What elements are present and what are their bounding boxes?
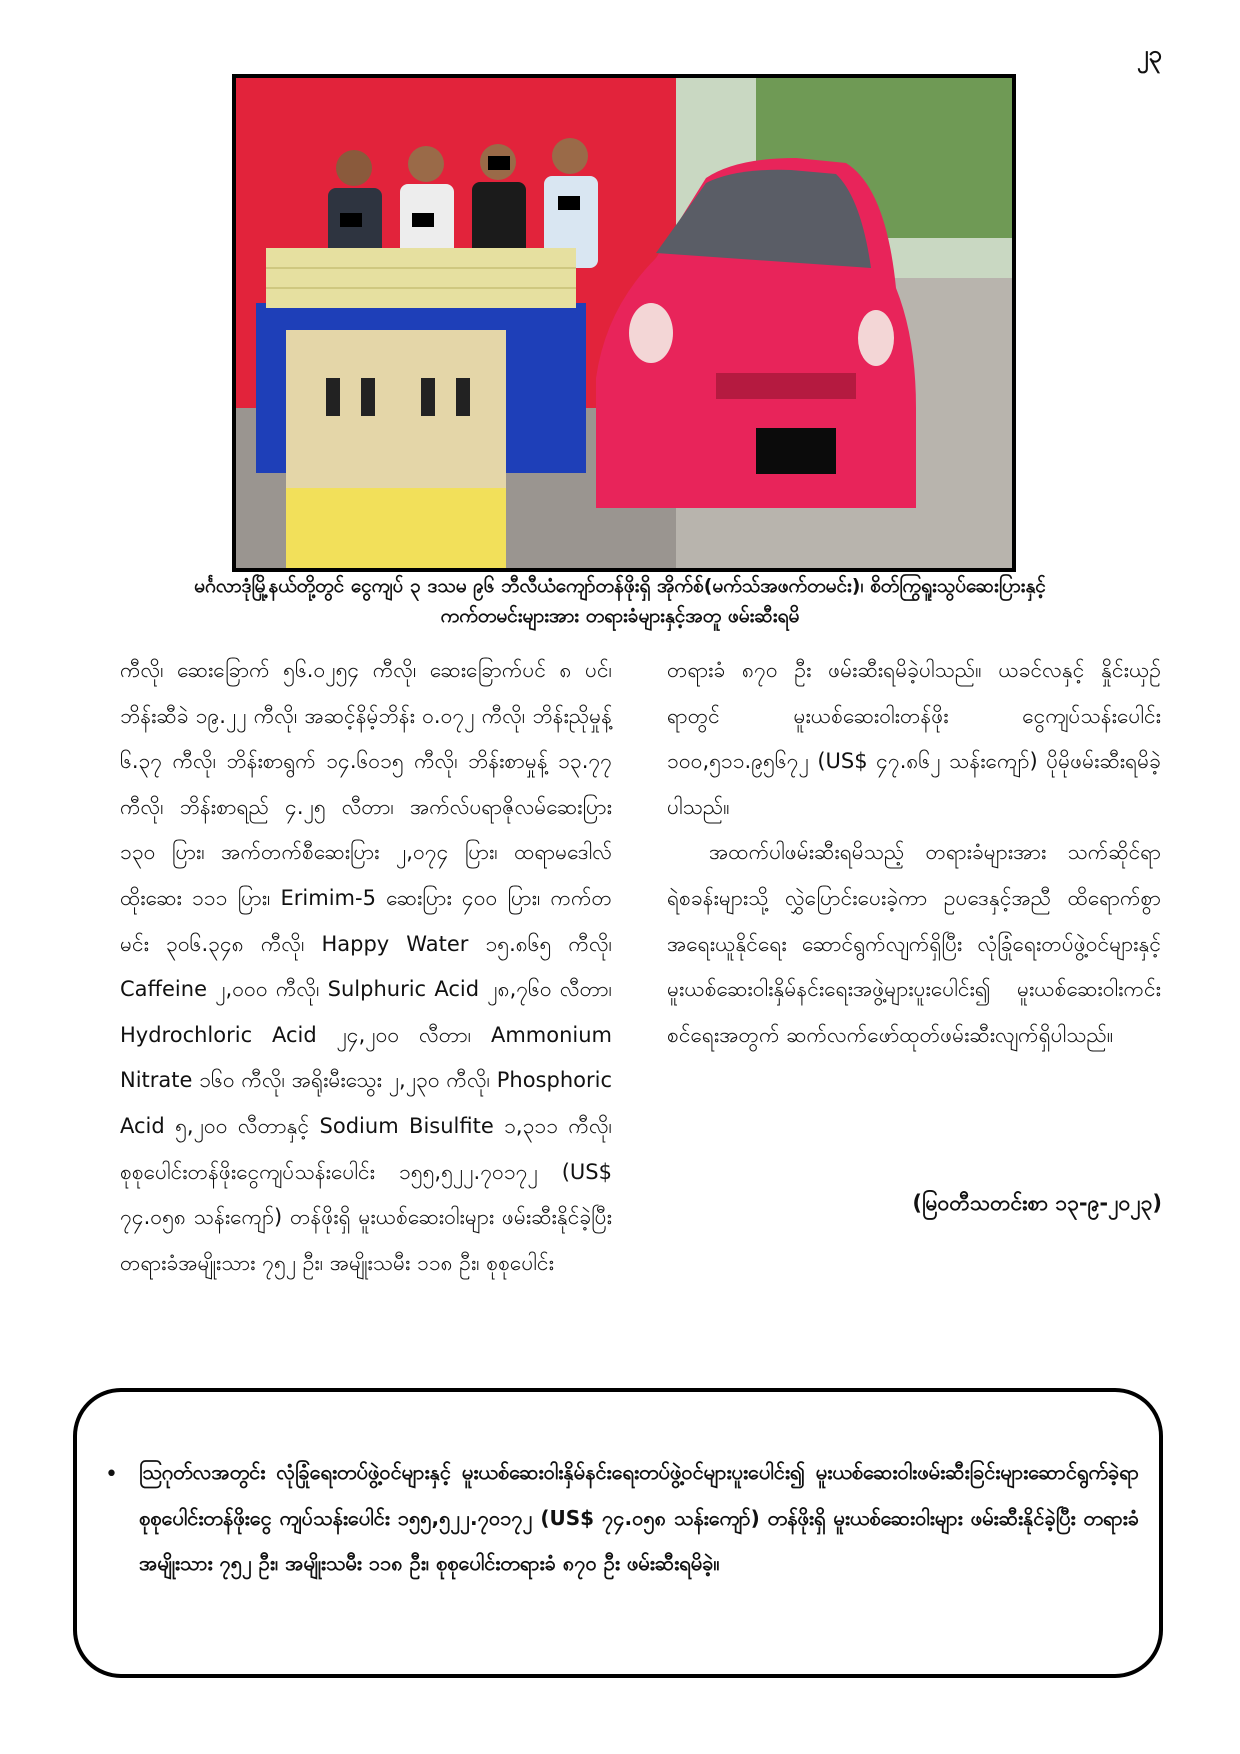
caption-line-2: ကက်တမင်းများအား တရားခံများနှင့်အတူ ဖမ်းဆီးရမိ bbox=[440, 605, 800, 627]
news-source: (မြဝတီသတင်းစာ ၁၃-၉-၂၀၂၃) bbox=[912, 1191, 1162, 1215]
photo-caption bbox=[100, 571, 1140, 631]
photo-icon bbox=[236, 78, 1012, 568]
seizure-photo bbox=[232, 74, 1016, 572]
left-paragraph: ကီလို၊ ဆေးခြောက် ၅၆.၀၂၅၄ ကီလို၊ ဆေးခြောက်ပင် ၈ ပင်၊ ဘိန်းဆီခဲ ၁၉.၂၂ ကီလို၊ အဆင့်နိမ့်ဘိန်း ၀.၀၇၂ ကီလို၊ ဘိန်းညိုမှုန့် ၆.၃၇ ကီလို၊ ဘိန်းစာရွက် ၁၄.၆၀၁၅ ကီလို၊ ဘိန်းစာမှုန့် ၁၃.၇၇ ကီလို၊ ဘိန်းစာရည် ၄.၂၅ လီတာ၊ အက်လ်ပရာဇိုလမ်ဆေးပြား ၁၃၀ ပြား၊ အက်တက်စီဆေးပြား ၂,၀၇၄ ပြား၊ ထရာမဒေါလ်ထိုးဆေး ၁၁၁ ပြား၊ Erimim-5 ဆေးပြား ၄၀၀ ပြား၊ ကက်တမင်း ၃၀၆.၃၄၈ ကီလို၊ Happy Water ၁၅.၈၆၅ ကီလို၊ Caffeine ၂,၀၀၀ ကီလို၊ Sulphuric Acid ၂၈,၇၆၀ လီတာ၊ Hydrochloric Acid ၂၄,၂၀၀ လီတာ၊ Ammonium Nitrate ၁၆၀ ကီလို၊ အရိုးမီးသွေး ၂,၂၃၀ ကီလို၊ Phosphoric Acid ၅,၂၀၀ လီတာနှင့် Sodium Bisulfite ၁,၃၁၁ ကီလို၊ စုစုပေါင်းတန်ဖိုးငွေကျပ်သန်းပေါင်း ၁၅၅,၅၂၂.၇၀၁၇၂ (US$ ၇၄.၀၅၈ သန်းကျော်) တန်ဖိုးရှိ မူးယစ်ဆေးဝါးများ ဖမ်းဆီးနိုင်ခဲ့ပြီး တရားခံအမျိုးသား ၇၅၂ ဦး၊ အမျိုးသမီး ၁၁၈ ဦး၊ စုစုပေါင်း bbox=[120, 658, 612, 1275]
right-paragraph-2: အထက်ပါဖမ်းဆီးရမိသည့် တရားခံများအား သက်ဆိုင်ရာရဲစခန်းများသို့ လွှဲပြောင်းပေးခဲ့ကာ ဥပဒေနှင့်အညီ ထိရောက်စွာအရေးယူနိုင်ရေး ဆောင်ရွက်လျက်ရှိပြီး လုံခြုံရေးတပ်ဖွဲ့ဝင်များနှင့် မူးယစ်ဆေးဝါးနှိမ်နင်းရေးအဖွဲ့များပူးပေါင်း၍ မူးယစ်ဆေးဝါးကင်းစင်ရေးအတွက် ဆက်လက်ဖော်ထုတ်ဖမ်းဆီးလျက်ရှိပါသည်။ bbox=[667, 840, 1161, 1047]
summary-text: ဩဂုတ်လအတွင်း လုံခြုံရေးတပ်ဖွဲ့ဝင်များနှင့် မူးယစ်ဆေးဝါးနှိမ်နင်းရေးတပ်ဖွဲ့ဝင်များပူးပေါင်း၍ မူးယစ်ဆေးဝါးဖမ်းဆီးခြင်းများဆောင်ရွက်ခဲ့ရာ စုစုပေါင်းတန်ဖိုးငွေ ကျပ်သန်းပေါင်း ၁၅၅,၅၂၂.၇၀၁၇၂ (US$ ၇၄.၀၅၈ သန်းကျော်) တန်ဖိုးရှိ မူးယစ်ဆေးဝါးများ ဖမ်းဆီးနိုင်ခဲ့ပြီး တရားခံအမျိုးသား ၇၅၂ ဦး၊ အမျိုးသမီး ၁၁၈ ဦး၊ စုစုပေါင်းတရားခံ ၈၇၀ ဦး ဖမ်းဆီးရမိခဲ့။ bbox=[139, 1460, 1139, 1576]
page-number: ၂၃ bbox=[1136, 40, 1162, 68]
summary-box bbox=[73, 1388, 1163, 1678]
caption-line-1: မင်္ဂလာဒုံမြို့နယ်တို့တွင် ငွေကျပ် ၃ ဒသမ ၉၆ ဘီလီယံကျော်တန်ဖိုးရှိ အိုက်စ်(မက်သ်အဖက်တမင်း)၊ စိတ်ကြွရူးသွပ်ဆေးပြားနှင့် bbox=[194, 575, 1046, 597]
article-left-column bbox=[120, 648, 612, 1286]
article-right-column bbox=[667, 648, 1161, 1058]
bullet-icon: • bbox=[105, 1462, 118, 1487]
right-paragraph-1: တရားခံ ၈၇၀ ဦး ဖမ်းဆီးရမိခဲ့ပါသည်။ ယခင်လနှင့် နှိုင်းယှဉ်ရာတွင် မူးယစ်ဆေးဝါးတန်ဖိုး ငွေကျပ်သန်းပေါင်း ၁၀၀,၅၁၁.၉၅၆၇၂ (US$ ၄၇.၈၆၂ သန်းကျော်) ပိုမိုဖမ်းဆီးရမိခဲ့ပါသည်။ bbox=[667, 658, 1161, 819]
